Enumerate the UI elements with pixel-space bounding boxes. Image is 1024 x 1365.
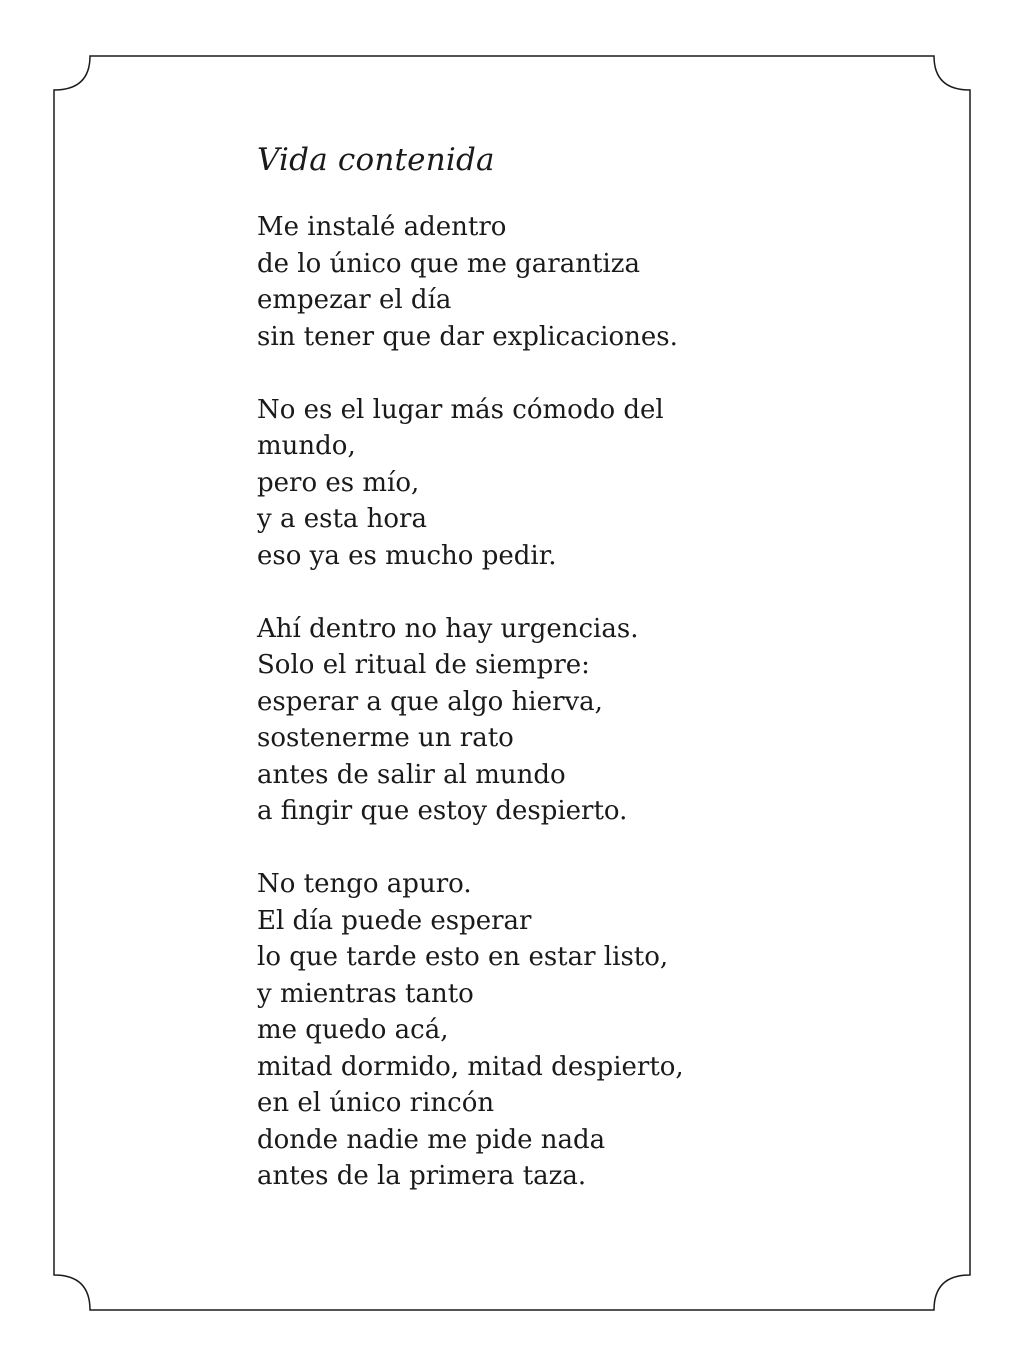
poem-line: lo que tarde esto en estar listo,: [257, 942, 669, 972]
poem-line: Ahí dentro no hay urgencias.: [257, 613, 639, 644]
poem-line: pero es mío,: [257, 467, 420, 498]
poem-line: mitad dormido, mitad despierto,: [257, 1051, 684, 1082]
stanza-3: [257, 611, 897, 830]
poem-line: y a esta hora: [257, 504, 427, 534]
poem-line: esperar a que algo hierva,: [257, 686, 603, 717]
stanza-1: [257, 209, 897, 355]
poem-line: No tengo apuro.: [257, 869, 472, 899]
poem-line: en el único rincón: [257, 1088, 495, 1118]
poem: [257, 138, 897, 1231]
poem-body: [257, 209, 897, 1195]
poem-line: donde nadie me pide nada: [257, 1124, 606, 1155]
poem-line: El día puede esperar: [257, 905, 532, 936]
poem-line: No es el lugar más cómodo del: [257, 394, 664, 425]
poem-line: me quedo acá,: [257, 1015, 449, 1045]
poem-line: antes de salir al mundo: [257, 759, 566, 790]
stanza-2: [257, 392, 897, 575]
poem-line: eso ya es mucho pedir.: [257, 540, 557, 571]
poem-line: sin tener que dar explicaciones.: [257, 321, 678, 352]
poem-line: antes de la primera taza.: [257, 1161, 587, 1191]
poem-line: y mientras tanto: [257, 978, 474, 1009]
poem-line: Me instalé adentro: [257, 212, 507, 242]
poem-line: empezar el día: [257, 285, 452, 315]
poem-line: de lo único que me garantiza: [257, 248, 640, 279]
poem-line: mundo,: [257, 431, 356, 461]
stanza-4: [257, 866, 897, 1195]
poem-line: sostenerme un rato: [257, 723, 514, 753]
poem-title: Vida contenida: [257, 142, 495, 178]
poem-line: Solo el ritual de siempre:: [257, 650, 590, 680]
poem-line: a fingir que estoy despierto.: [257, 796, 628, 826]
